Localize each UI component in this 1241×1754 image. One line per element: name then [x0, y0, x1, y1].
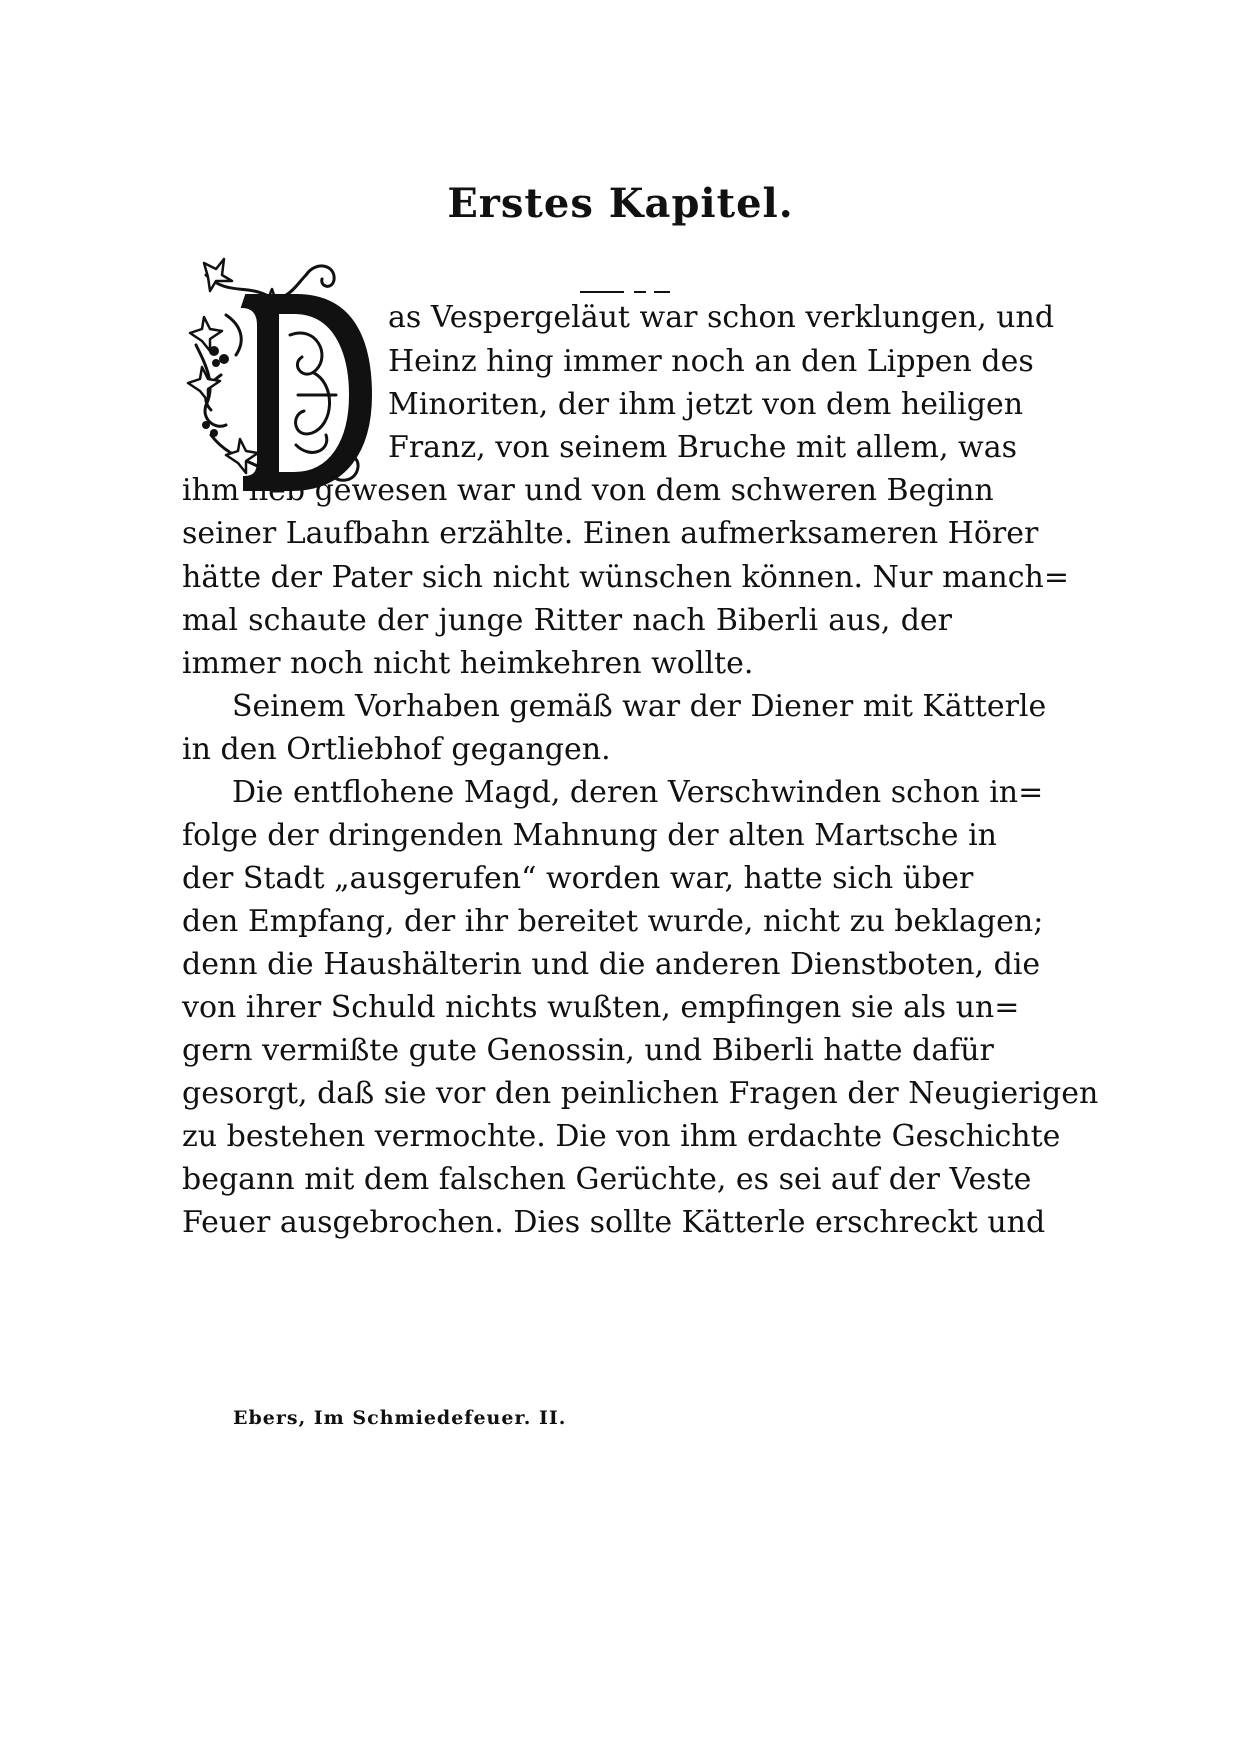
text-line: gesorgt, daß sie vor den peinlichen Fragen der Neugierigen	[182, 1076, 1099, 1111]
text-line: in den Ortliebhof gegangen.	[182, 732, 611, 767]
text-line: der Stadt „ausgerufen“ worden war, hatte sich über	[182, 861, 974, 896]
running-footer: Ebers, Im Schmiedefeuer. II.	[233, 1407, 567, 1429]
text-line: Heinz hing immer noch an den Lippen des	[388, 344, 1034, 379]
chapter-title: Erstes Kapitel.	[447, 180, 794, 227]
text-line: zu bestehen vermochte. Die von ihm erdachte Geschichte	[182, 1119, 1061, 1154]
text-line: Die entflohene Magd, deren Verschwinden schon in=	[232, 775, 1044, 810]
text-line: hätte der Pater sich nicht wünschen können. Nur manch=	[182, 560, 1069, 595]
text-line: as Vespergeläut war schon verklungen, und	[388, 300, 1055, 335]
text-line: folge der dringenden Mahnung der alten Martsche in	[182, 818, 997, 853]
text-line: von ihrer Schuld nichts wußten, empfingen sie als un=	[182, 990, 1020, 1025]
text-line: immer noch nicht heimkehren wollte.	[182, 646, 754, 681]
text-line: begann mit dem falschen Gerüchte, es sei auf der Veste	[182, 1162, 1032, 1197]
text-line: Seinem Vorhaben gemäß war der Diener mit Kätterle	[232, 689, 1047, 724]
text-line: Franz, von seinem Bruche mit allem, was	[388, 430, 1017, 465]
text-line: Minoriten, der ihm jetzt von dem heiligen	[388, 387, 1024, 422]
text-line: Feuer ausgebrochen. Dies sollte Kätterle erschreckt und	[182, 1205, 1046, 1240]
text-line: mal schaute der junge Ritter nach Biberli aus, der	[182, 603, 952, 638]
text-line: denn die Haushälterin und die anderen Dienstboten, die	[182, 947, 1041, 982]
text-line: den Empfang, der ihr bereitet wurde, nicht zu beklagen;	[182, 904, 1044, 939]
text-line: ihm lieb gewesen war und von dem schweren Beginn	[182, 473, 994, 508]
text-line: seiner Laufbahn erzählte. Einen aufmerksameren Hörer	[182, 516, 1039, 551]
text-line: gern vermißte gute Genossin, und Biberli hatte dafür	[182, 1033, 994, 1068]
